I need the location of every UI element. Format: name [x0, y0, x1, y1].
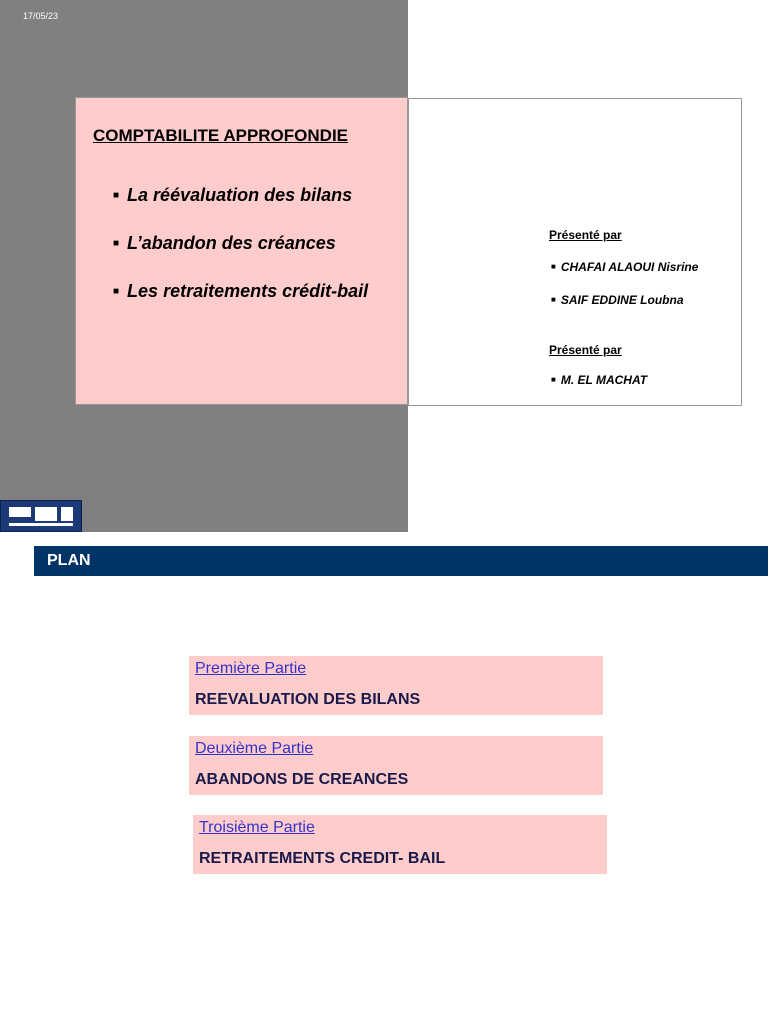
plan-part-item	[189, 736, 603, 795]
square-bullet-icon: ■	[113, 286, 120, 297]
part-link[interactable]: Deuxième Partie	[195, 740, 314, 757]
plan-header-bar	[34, 546, 768, 576]
presenter-label: SAIF EDDINE Loubna	[560, 293, 684, 307]
supervisor-label: Présenté par	[549, 343, 622, 357]
slide-date: 17/05/23	[23, 11, 59, 21]
plan-part-item	[189, 656, 603, 715]
part-link[interactable]: Première Partie	[195, 660, 307, 677]
square-bullet-icon: ■	[551, 262, 556, 271]
presenter-name	[551, 293, 684, 307]
part-title: REEVALUATION DES BILANS	[195, 691, 421, 708]
institution-logo-icon	[0, 500, 82, 532]
course-title: COMPTABILITE APPROFONDIE	[93, 126, 348, 145]
presenter-label: CHAFAI ALAOUI Nisrine	[560, 260, 699, 274]
supervisor-label-text: M. EL MACHAT	[560, 373, 648, 387]
part-title: ABANDONS DE CREANCES	[195, 771, 409, 788]
part-link[interactable]: Troisième Partie	[199, 819, 315, 836]
square-bullet-icon: ■	[113, 238, 120, 249]
square-bullet-icon: ■	[551, 375, 556, 384]
plan-title: PLAN	[47, 552, 91, 569]
topic-label: La réévaluation des bilans	[127, 185, 353, 205]
topic-item	[113, 233, 336, 254]
part-title: RETRAITEMENTS CREDIT- BAIL	[199, 850, 446, 867]
logo-graphic	[1, 501, 81, 531]
topic-label: Les retraitements crédit-bail	[127, 281, 369, 301]
square-bullet-icon: ■	[113, 190, 120, 201]
topic-item	[113, 185, 352, 206]
topic-label: L’abandon des créances	[127, 233, 336, 253]
presented-by-label: Présenté par	[549, 228, 622, 242]
square-bullet-icon: ■	[551, 295, 556, 304]
plan-part-item	[193, 815, 607, 874]
topic-item	[113, 281, 368, 302]
presenters-panel	[408, 98, 742, 406]
presenter-name	[551, 260, 698, 274]
supervisor-name	[551, 373, 647, 387]
